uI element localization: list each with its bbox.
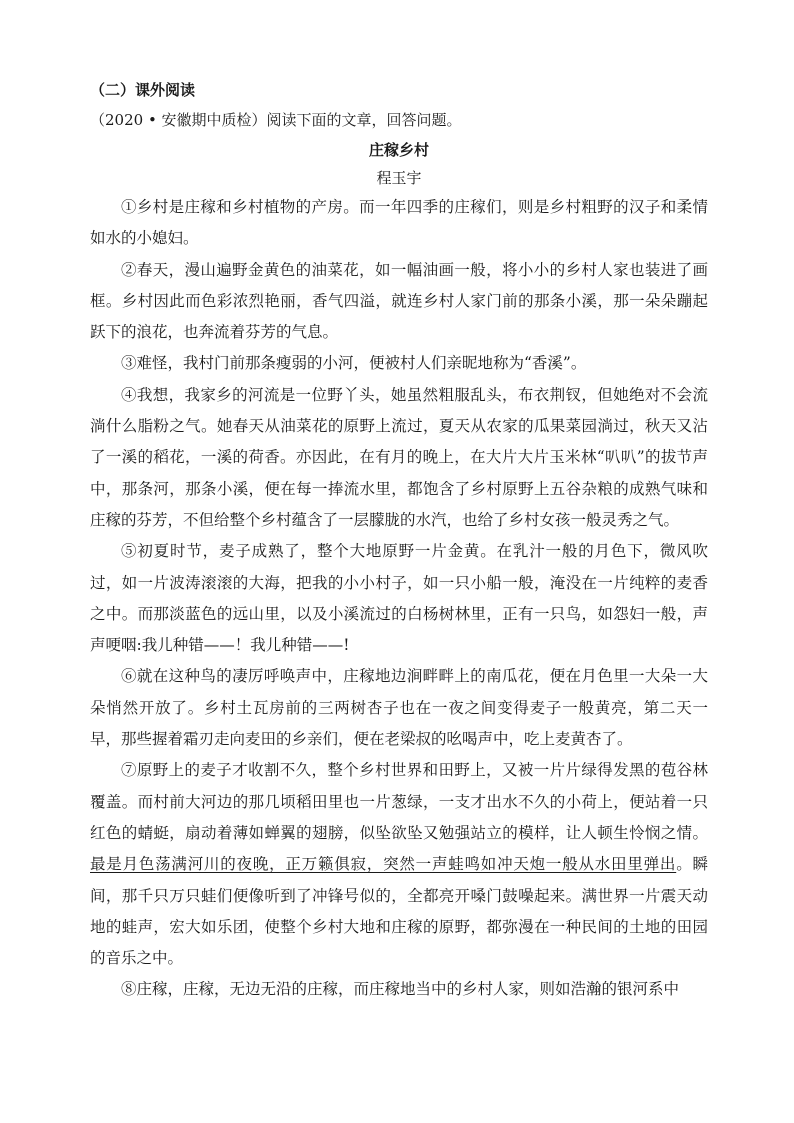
paragraph-3: ③难怪，我村门前那条瘦弱的小河，便被村人们亲昵地称为“香溪”。 — [121, 354, 587, 373]
paragraph-7-text-after: 。瞬间，那千只万只蛙们便像听到了冲锋号似的，全都亮开嗓门鼓噪起来。满世界一片震天动地的蛙声，宏大如乐团，使整个乡村大地和庄稼的原野，都弥漫在一种民间的土地的田园的音乐之中。 — [90, 855, 708, 968]
paragraph-8: ⑧庄稼，庄稼，无边无沿的庄稼，而庄稼地当中的乡村人家，则如浩瀚的银河系中 — [121, 980, 680, 999]
paragraph-1: ①乡村是庄稼和乡村植物的产房。而一年四季的庄稼们，则是乡村粗野的汉子和柔情如水的小媳妇。 — [90, 198, 708, 248]
article-author: 程玉宇 — [376, 169, 422, 187]
article-title: 庄稼乡村 — [368, 141, 429, 159]
paragraph-2: ②春天，漫山遍野金黄色的油菜花，如一幅油画一般，将小小的乡村人家也装进了画框。乡村因此而色彩浓烈艳丽，香气四溢，就连乡村人家门前的那条小溪，那一朵朵蹦起跃下的浪花，也奔流着芬芳的气息。 — [90, 260, 708, 342]
paragraph-6: ⑥就在这种鸟的凄厉呼唤声中，庄稼地边涧畔畔上的南瓜花，便在月色里一大朵一大朵悄然开放了。乡村土瓦房前的三两树杏子也在一夜之间变得麦子一般黄亮，第二天一早，那些握着霜刃走向麦田的乡亲们，便在老梁叔的吆喝声中，吃上麦黄杏了。 — [90, 667, 708, 749]
document-page — [90, 72, 708, 1006]
paragraph-7 — [90, 755, 708, 974]
source-line: （2020 • 安徽期中质检）阅读下面的文章，回答问题。 — [90, 111, 462, 129]
paragraph-7-text: ⑦原野上的麦子才收割不久，整个乡村世界和田野上，又被一片片绿得发黑的苞谷林覆盖。而村前大河边的那几顷稻田里也一片葱绿，一支才出水不久的小荷上，便站着一只红色的蜻蜓，扇动着薄如蝉翼的翅膀，似坠欲坠又勉强站立的模样，让人顿生怜悯之情。 — [90, 761, 708, 842]
paragraph-4: ④我想，我家乡的河流是一位野丫头，她虽然粗服乱头，布衣荆钗，但她绝对不会流淌什么脂粉之气。她春天从油菜花的原野上流过，夏天从农家的瓜果菜园淌过，秋天又沾了一溪的稻花，一溪的荷香。亦因此，在有月的晚上，在大片大片玉米林“叭叭”的拔节声中，那条河，那条小溪，便在每一捧流水里，都饱含了乡村原野上五谷杂粮的成熟气味和庄稼的芬芳，不但给整个乡村蕴含了一层朦胧的水汽，也给了乡村女孩一般灵秀之气。 — [90, 385, 708, 529]
paragraph-5: ⑤初夏时节，麦子成熟了，整个大地原野一片金黄。在乳汁一般的月色下，微风吹过，如一片波涛滚滚的大海，把我的小小村子，如一只小船一般，淹没在一片纯粹的麦香之中。而那淡蓝色的远山里，以及小溪流过的白杨树林里，正有一只鸟，如怨妇一般，声声哽咽:我儿种错——！我儿种错——! — [90, 542, 708, 655]
underlined-sentence: 最是月色荡满河川的夜晚，正万籁俱寂，突然一声蛙鸣如冲天炮一般从水田里弹出 — [90, 855, 677, 874]
section-heading: （二）课外阅读 — [90, 81, 196, 99]
